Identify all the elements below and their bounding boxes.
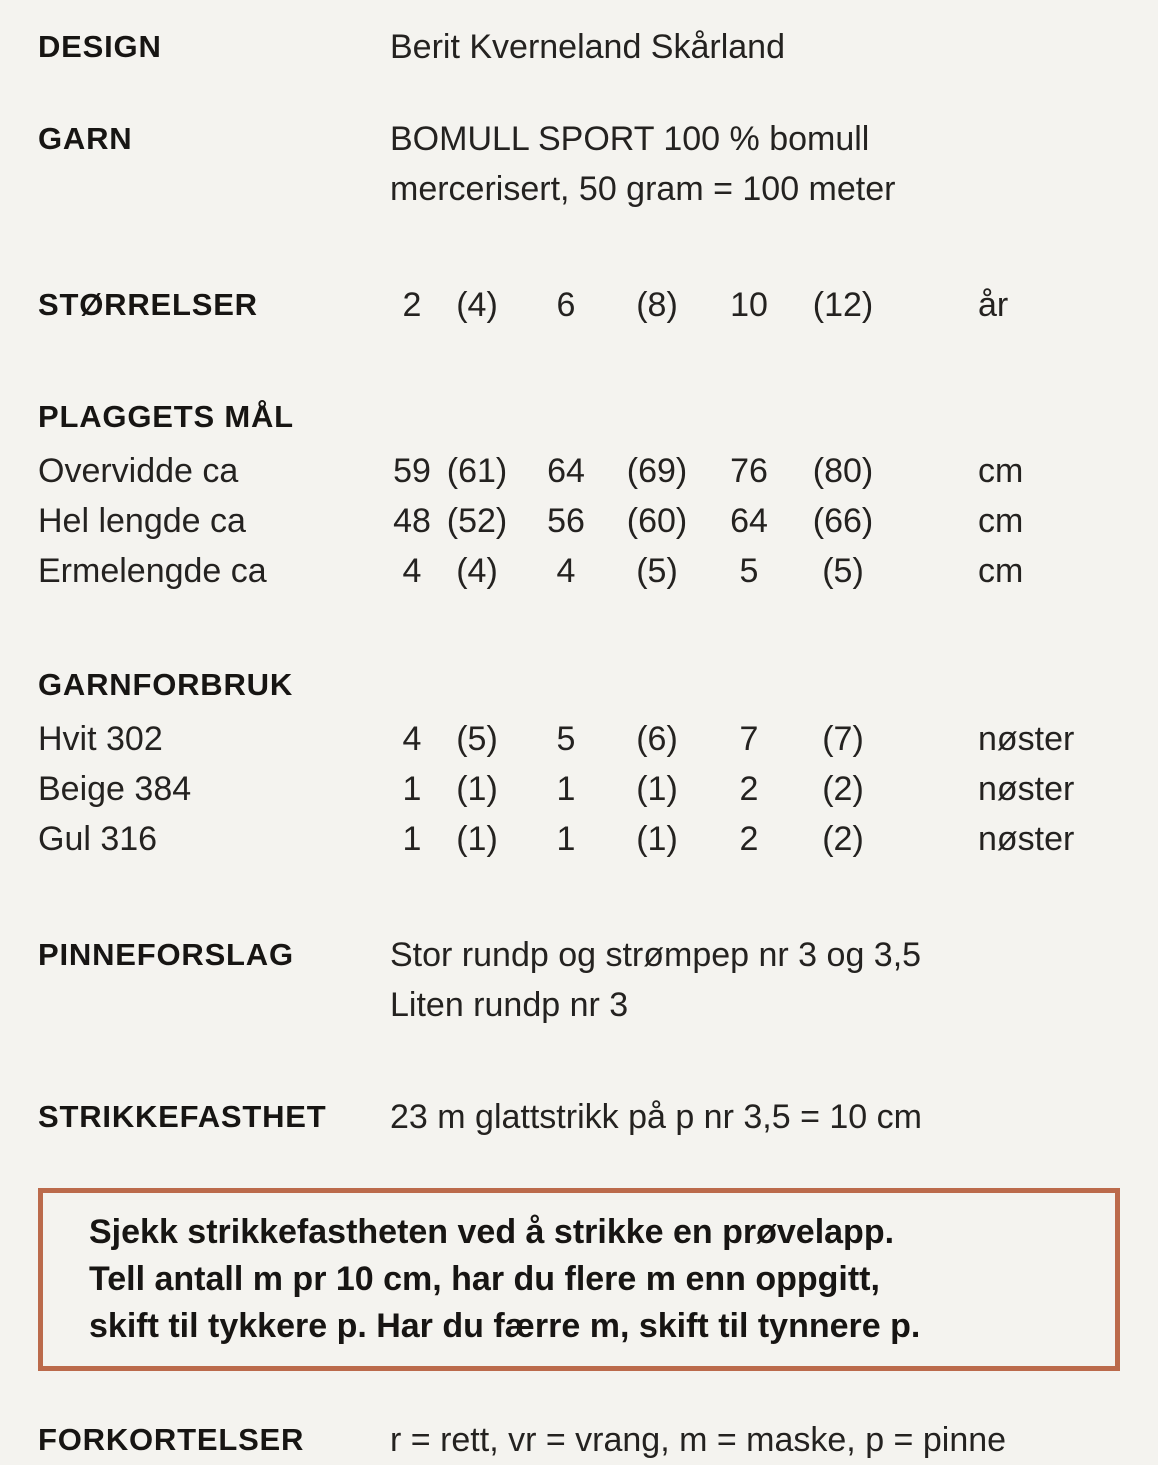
forkortelser-value: r = rett, vr = vrang, m = maske, p = pinne [390, 1421, 1007, 1459]
section-garnforbruk [38, 660, 1120, 864]
measure-value: 56 [547, 502, 585, 540]
gauge-note-line1: Sjekk strikkefastheten ved å strikke en prøvelapp. [89, 1213, 895, 1251]
yarn-amount: 2 [739, 820, 759, 858]
section-plaggets-mal [38, 392, 1120, 596]
storrelser-label: STØRRELSER [38, 287, 258, 322]
gauge-note-line2: Tell antall m pr 10 cm, har du flere m enn oppgitt, [89, 1260, 880, 1298]
size-value: 2 [402, 286, 422, 324]
measure-unit: cm [978, 552, 1024, 590]
yarn-row-gul [38, 814, 1120, 864]
measure-value: (52) [446, 502, 508, 540]
pinneforslag-line2: Liten rundp nr 3 [390, 986, 629, 1024]
measure-value: (5) [636, 552, 678, 590]
measure-row-overvidde [38, 446, 1120, 496]
yarn-amount: (7) [822, 720, 864, 758]
yarn-amount: (5) [456, 720, 498, 758]
section-pinneforslag [38, 930, 1120, 1030]
yarn-amount: 5 [556, 720, 576, 758]
garn-label: GARN [38, 121, 133, 156]
yarn-amount: 1 [556, 820, 576, 858]
yarn-amount: 4 [402, 720, 422, 758]
measure-value: 4 [556, 552, 576, 590]
pinneforslag-value [390, 930, 1120, 1030]
measure-value: (69) [626, 452, 688, 490]
measure-unit: cm [978, 452, 1024, 490]
design-value: Berit Kverneland Skårland [390, 28, 786, 66]
size-unit: år [978, 286, 1009, 324]
garnforbruk-label: GARNFORBRUK [38, 667, 294, 702]
yarn-unit: nøster [978, 770, 1075, 808]
section-storrelser [38, 280, 1120, 330]
measure-row-hel-lengde [38, 496, 1120, 546]
yarn-amount: (2) [822, 770, 864, 808]
measure-name: Overvidde ca [38, 452, 239, 490]
measure-value: 64 [547, 452, 585, 490]
yarn-amount: (6) [636, 720, 678, 758]
garn-value [390, 114, 1120, 214]
measure-value: (60) [626, 502, 688, 540]
yarn-color-name: Beige 384 [38, 770, 192, 808]
yarn-color-name: Hvit 302 [38, 720, 163, 758]
yarn-amount: (1) [456, 820, 498, 858]
gauge-note-box [38, 1188, 1120, 1371]
size-value: (8) [636, 286, 678, 324]
yarn-amount: 1 [402, 770, 422, 808]
yarn-amount: (1) [636, 820, 678, 858]
gauge-note-line3: skift til tykkere p. Har du færre m, skift til tynnere p. [89, 1307, 921, 1345]
section-design [38, 22, 1120, 72]
measure-value: 76 [730, 452, 768, 490]
measure-name: Ermelengde ca [38, 552, 267, 590]
pinneforslag-label: PINNEFORSLAG [38, 937, 294, 972]
measure-row-ermelengde [38, 546, 1120, 596]
measure-value: 48 [393, 502, 431, 540]
strikkefasthet-label: STRIKKEFASTHET [38, 1099, 327, 1134]
yarn-amount: 7 [739, 720, 759, 758]
section-strikkefasthet [38, 1092, 1120, 1142]
measure-value: 64 [730, 502, 768, 540]
measure-value: (61) [446, 452, 508, 490]
measure-value: (5) [822, 552, 864, 590]
design-label: DESIGN [38, 29, 162, 64]
size-value: 10 [730, 286, 768, 324]
yarn-row-hvit [38, 714, 1120, 764]
yarn-amount: (1) [636, 770, 678, 808]
yarn-amount: 2 [739, 770, 759, 808]
yarn-amount: 1 [402, 820, 422, 858]
measure-value: 59 [393, 452, 431, 490]
measure-unit: cm [978, 502, 1024, 540]
garn-value-line2: mercerisert, 50 gram = 100 meter [390, 170, 896, 208]
plaggets-mal-label: PLAGGETS MÅL [38, 399, 294, 434]
measure-value: 5 [739, 552, 759, 590]
section-forkortelser [38, 1415, 1120, 1465]
yarn-row-beige [38, 764, 1120, 814]
yarn-amount: (2) [822, 820, 864, 858]
measure-name: Hel lengde ca [38, 502, 246, 540]
pinneforslag-line1: Stor rundp og strømpep nr 3 og 3,5 [390, 936, 922, 974]
measure-value: (66) [812, 502, 874, 540]
garn-value-line1: BOMULL SPORT 100 % bomull [390, 120, 870, 158]
section-garn [38, 114, 1120, 214]
strikkefasthet-value: 23 m glattstrikk på p nr 3,5 = 10 cm [390, 1098, 922, 1136]
yarn-unit: nøster [978, 820, 1075, 858]
size-value: (4) [456, 286, 498, 324]
size-value: (12) [812, 286, 874, 324]
size-value: 6 [556, 286, 576, 324]
measure-value: 4 [402, 552, 422, 590]
yarn-amount: 1 [556, 770, 576, 808]
forkortelser-label: FORKORTELSER [38, 1422, 305, 1457]
measure-value: (80) [812, 452, 874, 490]
yarn-color-name: Gul 316 [38, 820, 158, 858]
yarn-amount: (1) [456, 770, 498, 808]
measure-value: (4) [456, 552, 498, 590]
yarn-unit: nøster [978, 720, 1075, 758]
